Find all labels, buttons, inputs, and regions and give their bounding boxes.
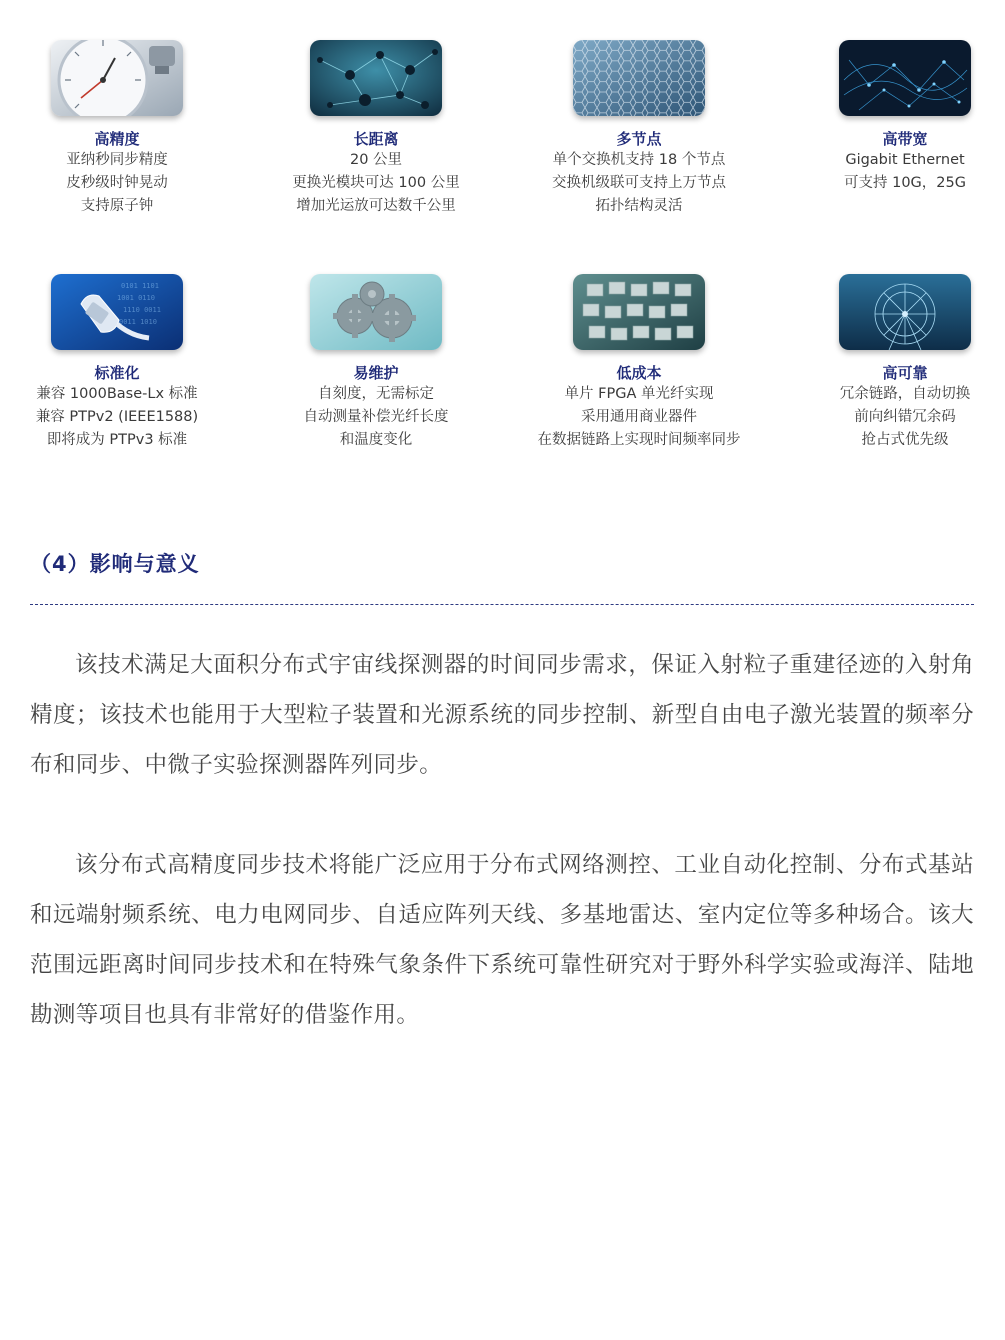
- feature-line: 拓扑结构灵活: [595, 198, 683, 214]
- feature-line: 冗余链路，自动切换: [839, 386, 971, 402]
- feature-long-distance: [251, 40, 501, 218]
- chip-array-icon: [573, 274, 705, 350]
- feature-line: 支持原子钟: [80, 198, 154, 214]
- gears-icon: [310, 274, 442, 350]
- svg-text:0101 1101: 0101 1101: [121, 282, 159, 290]
- section-heading: （4）影响与意义: [30, 552, 200, 576]
- feature-line: 即将成为 PTPv3 标准: [46, 432, 188, 448]
- ethernet-plug-icon: [51, 274, 183, 350]
- feature-title: 标准化: [94, 364, 140, 382]
- feature-multi-node: [514, 40, 764, 218]
- feature-title: 多节点: [616, 130, 662, 148]
- feature-standardization: [0, 274, 242, 452]
- feature-title: 高可靠: [882, 364, 928, 382]
- feature-title: 高带宽: [882, 130, 928, 148]
- feature-line: 皮秒级时钟晃动: [66, 175, 168, 191]
- feature-high-bandwidth: [780, 40, 1005, 195]
- feature-line: Gigabit Ethernet: [845, 152, 965, 168]
- feature-title: 易维护: [353, 364, 399, 382]
- feature-line: 和温度变化: [339, 432, 413, 448]
- feature-low-cost: [514, 274, 764, 452]
- feature-line: 亚纳秒同步精度: [66, 152, 168, 168]
- svg-text:1110 0011: 1110 0011: [123, 306, 161, 314]
- paragraph: 该技术满足大面积分布式宇宙线探测器的时间同步需求，保证入射粒子重建径迹的入射角精度；该技术也能用于大型粒子装置和光源系统的同步控制、新型自由电子激光装置的频率分布和同步、中微子实验探测器阵列同步。: [30, 652, 974, 778]
- svg-text:1001 0110: 1001 0110: [117, 294, 155, 302]
- feature-title: 高精度: [94, 130, 140, 148]
- feature-line: 增加光运放可达数千公里: [296, 198, 456, 214]
- feature-easy-maintenance: [251, 274, 501, 452]
- hexagon-mesh-icon: [573, 40, 705, 116]
- svg-text:0011 1010: 0011 1010: [119, 318, 157, 326]
- feature-line: 自刻度，无需标定: [318, 386, 434, 402]
- feature-line: 20 公里: [349, 152, 403, 168]
- feature-line: 前向纠错冗余码: [854, 409, 956, 425]
- feature-line: 抢占式优先级: [861, 432, 949, 448]
- feature-line: 单个交换机支持 18 个节点: [552, 152, 726, 168]
- feature-high-reliability: [780, 274, 1005, 452]
- stopwatch-icon: [51, 40, 183, 116]
- feature-line: 采用通用商业器件: [581, 409, 697, 425]
- network-globe-icon: [839, 40, 971, 116]
- feature-title: 低成本: [616, 364, 662, 382]
- feature-line: 交换机级联可支持上万节点: [552, 175, 726, 191]
- feature-line: 更换光模块可达 100 公里: [292, 175, 460, 191]
- feature-line: 自动测量补偿光纤长度: [303, 409, 449, 425]
- section-divider: [30, 604, 974, 605]
- feature-title: 长距离: [353, 130, 399, 148]
- paragraph: 该分布式高精度同步技术将能广泛应用于分布式网络测控、工业自动化控制、分布式基站和远端射频系统、电力电网同步、自适应阵列天线、多基地雷达、室内定位等多种场合。该大范围远距离时间同步技术和在特殊气象条件下系统可靠性研究对于野外科学实验或海洋、陆地勘测等项目也具有非常好的借鉴作用。: [30, 852, 974, 1028]
- feature-line: 在数据链路上实现时间频率同步: [537, 432, 741, 448]
- feature-line: 单片 FPGA 单光纤实现: [564, 386, 714, 402]
- feature-line: 可支持 10G，25G: [844, 175, 966, 191]
- ferris-wheel-icon: [839, 274, 971, 350]
- feature-line: 兼容 1000Base-Lx 标准: [36, 386, 198, 402]
- feature-high-precision: [0, 40, 242, 218]
- network-nodes-icon: [310, 40, 442, 116]
- feature-line: 兼容 PTPv2 (IEEE1588): [35, 409, 199, 425]
